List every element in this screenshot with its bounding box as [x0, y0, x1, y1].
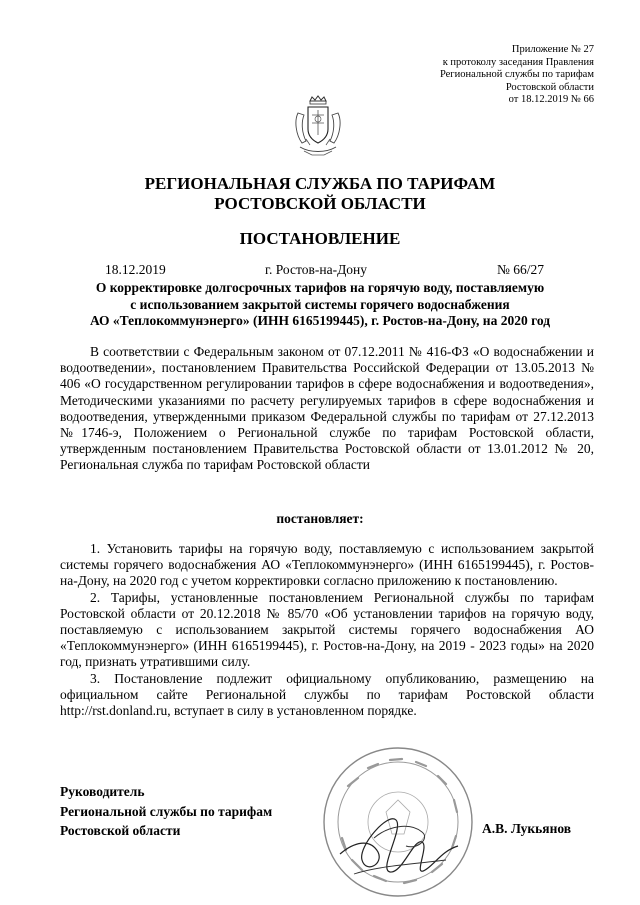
resolves-heading: постановляет: — [276, 511, 364, 526]
annex-line: Ростовской области — [505, 81, 594, 93]
annex-line: Региональной службы по тарифам — [439, 69, 594, 80]
title-line: с использованием закрытой системы горячего водоснабжения — [130, 296, 510, 312]
preamble — [60, 344, 594, 474]
annex-line: Приложение № 27 — [511, 44, 594, 55]
annex-line: к протоколу заседания Правления — [442, 56, 594, 68]
org-line-2: РОСТОВСКОЙ ОБЛАСТИ — [214, 194, 426, 213]
annex-line: от 18.12.2019 № 66 — [508, 94, 594, 105]
clause-3: 3. Постановление подлежит официальному опубликованию, размещению на официальном сайте Региональной службы по тарифам Ростовской области http://rst.donland.ru, вступает в силу в установленном порядке. — [60, 670, 594, 719]
title-line: О корректировке долгосрочных тарифов на горячую воду, поставляемую — [95, 280, 545, 295]
document-type: ПОСТАНОВЛЕНИЕ — [239, 229, 401, 248]
organization-name — [0, 174, 640, 214]
official-round-seal-icon — [318, 742, 478, 902]
document-date: 18.12.2019 — [105, 262, 166, 277]
document-city: г. Ростов-на-Дону — [265, 262, 368, 277]
annex-note — [354, 44, 594, 107]
document-number: № 66/27 — [497, 262, 545, 277]
document-title — [40, 280, 600, 330]
clause-2: 2. Тарифы, установленные постановлением Региональной службы по тарифам Ростовской области от 20.12.2018 № 85/70 «Об установлении тарифов на горячую воду, поставляемую с использованием закрытой системы горячего водоснабжения АО «Теплокоммунэнерго» (ИНН 6165199445), г. Ростов-на-Дону, на 2019 - 2023 годы» на 2020 год, признать утратившими силу. — [60, 589, 594, 670]
signatory-position — [60, 782, 272, 841]
position-line: Ростовской области — [60, 823, 181, 838]
clauses — [60, 541, 594, 719]
title-line: АО «Теплокоммунэнерго» (ИНН 6165199445), г. Ростов-на-Дону, на 2020 год — [89, 313, 551, 328]
preamble-paragraph: В соответствии с Федеральным законом от 07.12.2011 № 416-ФЗ «О водоснабжении и водоотведении», постановлением Правительства Российской Федерации от 13.05.2013 № 406 «О государственном регулировании тарифов в сфере водоснабжения и водоотведения», Методическими указаниями по расчету регулируемых тарифов в сфере водоснабжения и водоотведения, утвержденными приказом Федеральной службы по тарифам от 27.12.2013 №1746-э, Положением о Региональной службе по тарифам Ростовской области, утвержденным постановлением Правительства Ростовской области от 13.01.2012 № 20, Региональная служба по тарифам Ростовской области — [60, 344, 594, 473]
org-line-1: РЕГИОНАЛЬНАЯ СЛУЖБА ПО ТАРИФАМ — [144, 174, 496, 193]
rostov-coat-of-arms-icon — [292, 95, 344, 159]
position-line: Руководитель — [60, 784, 145, 799]
position-line: Региональной службы по тарифам — [60, 803, 273, 819]
clause-1: 1. Установить тарифы на горячую воду, поставляемую с использованием закрытой системы горячего водоснабжения АО «Теплокоммунэнерго» (ИНН 6165199445), г. Ростов-на-Дону, на 2020 год с учетом корректировки согласно приложению к постановлению. — [60, 541, 594, 589]
signatory-name: А.В. Лукьянов — [482, 821, 572, 836]
